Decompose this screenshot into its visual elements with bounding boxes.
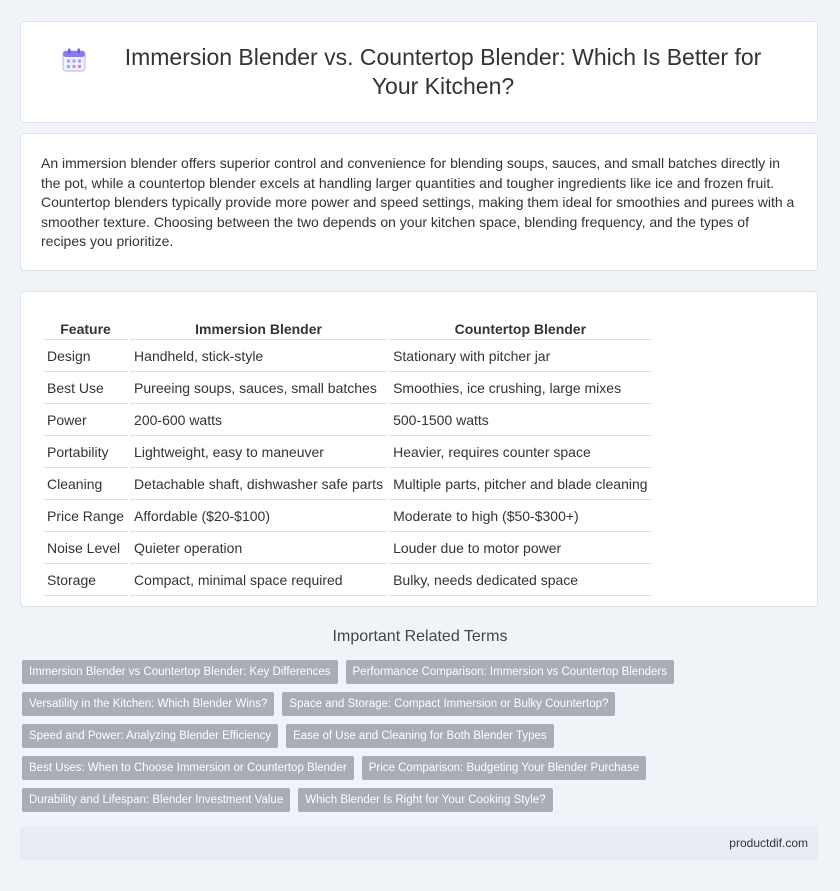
related-term-tag[interactable]: Best Uses: When to Choose Immersion or Countertop Blender bbox=[22, 756, 354, 780]
intro-paragraph: An immersion blender offers superior control and convenience for blending soups, sauces, and small batches directly in the pot, while a countertop blender excels at handling larger quantities and tougher ingredients like ice and frozen fruit. Countertop blenders typically provide more power and speed settings, making them ideal for smoothies and purees with a smoother texture. Choosing between the two depends on your kitchen space, blending frequency, and the types of recipes you prioritize. bbox=[41, 155, 795, 250]
tag-row bbox=[22, 724, 802, 748]
countertop-cell: Heavier, requires counter space bbox=[389, 438, 652, 468]
immersion-cell: Affordable ($20-$100) bbox=[130, 502, 387, 532]
related-term-tag[interactable]: Ease of Use and Cleaning for Both Blender Types bbox=[286, 724, 554, 748]
immersion-cell: Lightweight, easy to maneuver bbox=[130, 438, 387, 468]
title-wrap bbox=[61, 43, 777, 101]
tag-row bbox=[22, 788, 802, 812]
countertop-cell: Multiple parts, pitcher and blade cleaning bbox=[389, 470, 652, 500]
title-card bbox=[20, 21, 818, 123]
related-term-tag[interactable]: Space and Storage: Compact Immersion or Bulky Countertop? bbox=[282, 692, 615, 716]
comparison-card bbox=[20, 291, 818, 607]
feature-cell: Power bbox=[43, 406, 128, 436]
tag-row bbox=[22, 692, 802, 716]
table-row bbox=[43, 470, 652, 500]
header-countertop: Countertop Blender bbox=[389, 318, 652, 340]
header-immersion: Immersion Blender bbox=[130, 318, 387, 340]
countertop-cell: Moderate to high ($50-$300+) bbox=[389, 502, 652, 532]
related-term-tag[interactable]: Performance Comparison: Immersion vs Countertop Blenders bbox=[346, 660, 674, 684]
immersion-cell: Pureeing soups, sauces, small batches bbox=[130, 374, 387, 404]
countertop-cell: Louder due to motor power bbox=[389, 534, 652, 564]
feature-cell: Storage bbox=[43, 566, 128, 596]
tag-row bbox=[22, 660, 802, 684]
related-term-tag[interactable]: Speed and Power: Analyzing Blender Efficiency bbox=[22, 724, 278, 748]
header-feature: Feature bbox=[43, 318, 128, 340]
related-term-tag[interactable]: Versatility in the Kitchen: Which Blender Wins? bbox=[22, 692, 274, 716]
immersion-cell: 200-600 watts bbox=[130, 406, 387, 436]
table-row bbox=[43, 374, 652, 404]
related-term-tag[interactable]: Durability and Lifespan: Blender Investment Value bbox=[22, 788, 290, 812]
table-header-row bbox=[43, 318, 652, 340]
related-term-tag[interactable]: Which Blender Is Right for Your Cooking Style? bbox=[298, 788, 552, 812]
feature-cell: Cleaning bbox=[43, 470, 128, 500]
table-row bbox=[43, 534, 652, 564]
related-terms-title: Important Related Terms bbox=[332, 628, 508, 645]
table-row bbox=[43, 406, 652, 436]
page-title: Immersion Blender vs. Countertop Blender: Which Is Better for Your Kitchen? bbox=[124, 44, 762, 99]
feature-cell: Noise Level bbox=[43, 534, 128, 564]
table-row bbox=[43, 502, 652, 532]
intro-card bbox=[20, 133, 818, 271]
countertop-cell: Stationary with pitcher jar bbox=[389, 342, 652, 372]
related-term-tag[interactable]: Immersion Blender vs Countertop Blender: Key Differences bbox=[22, 660, 338, 684]
immersion-cell: Detachable shaft, dishwasher safe parts bbox=[130, 470, 387, 500]
feature-cell: Design bbox=[43, 342, 128, 372]
comparison-table bbox=[41, 316, 654, 598]
table-row bbox=[43, 342, 652, 372]
countertop-cell: Bulky, needs dedicated space bbox=[389, 566, 652, 596]
footer-site-link[interactable]: productdif.com bbox=[729, 836, 808, 850]
footer bbox=[20, 826, 818, 860]
related-term-tag[interactable]: Price Comparison: Budgeting Your Blender Purchase bbox=[362, 756, 646, 780]
related-terms-list bbox=[22, 660, 802, 820]
calendar-icon bbox=[61, 47, 87, 73]
tag-row bbox=[22, 756, 802, 780]
immersion-cell: Compact, minimal space required bbox=[130, 566, 387, 596]
countertop-cell: 500-1500 watts bbox=[389, 406, 652, 436]
feature-cell: Price Range bbox=[43, 502, 128, 532]
table-row bbox=[43, 438, 652, 468]
immersion-cell: Handheld, stick-style bbox=[130, 342, 387, 372]
feature-cell: Best Use bbox=[43, 374, 128, 404]
table-row bbox=[43, 566, 652, 596]
countertop-cell: Smoothies, ice crushing, large mixes bbox=[389, 374, 652, 404]
feature-cell: Portability bbox=[43, 438, 128, 468]
immersion-cell: Quieter operation bbox=[130, 534, 387, 564]
